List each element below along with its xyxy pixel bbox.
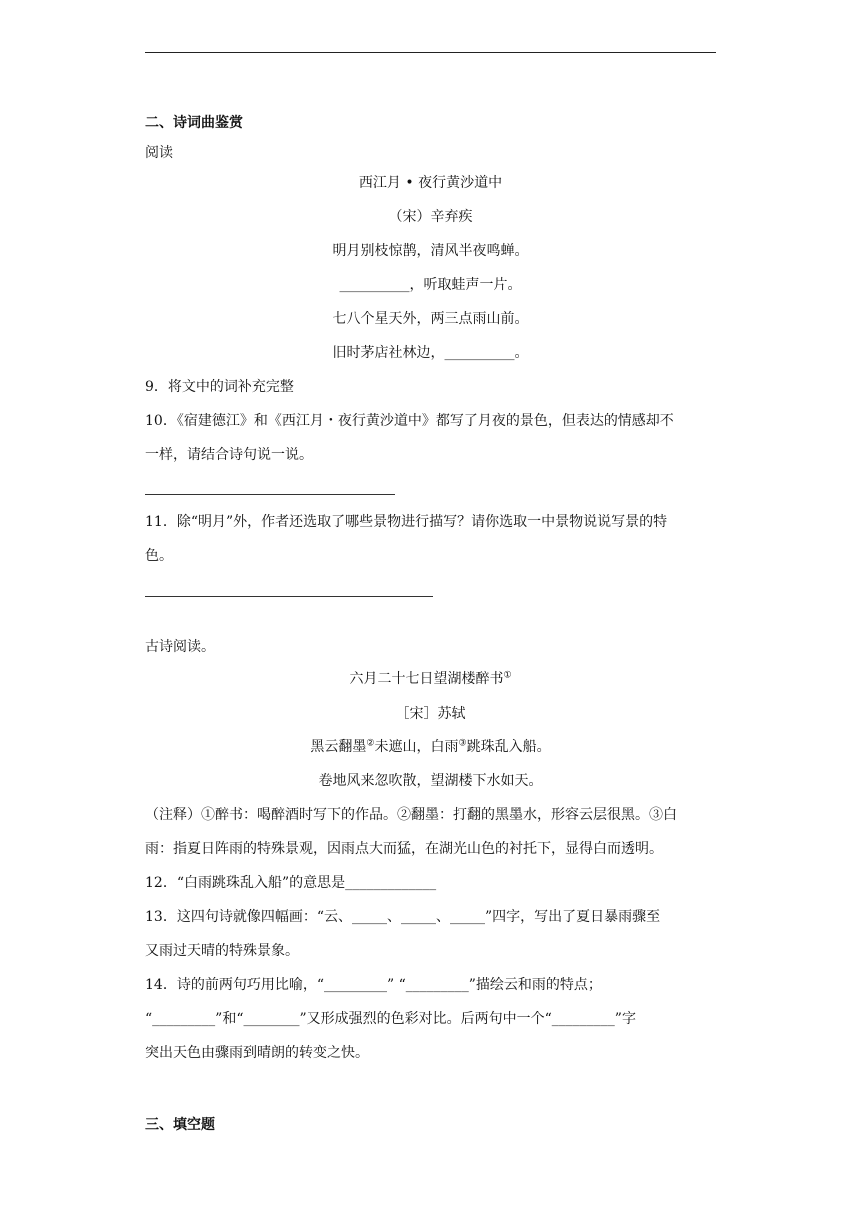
question-14-line-3: 突出天色由骤雨到晴朗的转变之快。 bbox=[145, 1045, 369, 1061]
question-13-line-2: 又雨过天晴的特殊景象。 bbox=[145, 943, 299, 959]
poem2-line-2: 卷地风来忽吹散，望湖楼下水如天。 bbox=[318, 773, 543, 789]
poem1-line-4: 旧时茅店社林边，__________。 bbox=[332, 345, 529, 361]
poem2-title: 六月二十七日望湖楼醉书① bbox=[349, 670, 512, 687]
section-heading-poetry: 二、诗词曲鉴赏 bbox=[145, 115, 243, 131]
poem1-title: 西江月 • 夜行黄沙道中 bbox=[358, 175, 503, 191]
poem1-line-2: __________，听取蛙声一片。 bbox=[339, 277, 522, 293]
poem2-intro: 古诗阅读。 bbox=[145, 639, 215, 655]
read-label: 阅读 bbox=[145, 145, 173, 161]
question-10-line-2: 一样，请结合诗句说一说。 bbox=[145, 447, 313, 463]
question-14-line-2: “_________”和“________”又形成强烈的色彩对比。后两句中一个“_________”字 bbox=[145, 1011, 636, 1027]
notes-line-1: （注释）①醉书：喝醉酒时写下的作品。②翻墨：打翻的黑墨水，形容云层很黑。③白 bbox=[145, 807, 677, 823]
question-12: 12．“白雨跳珠乱入船”的意思是_____________ bbox=[145, 875, 437, 891]
answer-line-11[interactable] bbox=[145, 596, 433, 597]
question-10-line-1: 10．《宿建德江》和《西江月・夜行黄沙道中》都写了月夜的景色，但表达的情感却不 bbox=[145, 413, 674, 429]
poem1-author: （宋）辛弃疾 bbox=[388, 209, 473, 225]
poem1-line-1: 明月别枝惊鹊，清风半夜鸣蝉。 bbox=[332, 243, 529, 259]
question-14-line-1: 14．诗的前两句巧用比喻，“_________” “_________”描绘云和雨的特点； bbox=[145, 977, 602, 993]
poem2-author: ［宋］苏轼 bbox=[395, 706, 466, 722]
question-13-line-1: 13．这四句诗就像四幅画：“云、_____、_____、_____”四字，写出了夏日暴雨骤至 bbox=[145, 909, 661, 925]
poem1-line-3: 七八个星天外，两三点雨山前。 bbox=[332, 311, 529, 327]
section-heading-fill-blank: 三、填空题 bbox=[145, 1117, 215, 1133]
question-11-line-2: 色。 bbox=[145, 548, 173, 564]
notes-line-2: 雨：指夏日阵雨的特殊景观，因雨点大而猛，在湖光山色的衬托下，显得白而透明。 bbox=[145, 841, 663, 857]
header-rule bbox=[145, 52, 716, 53]
question-11-line-1: 11．除“明月”外，作者还选取了哪些景物进行描写？请你选取一中景物说说写景的特 bbox=[145, 514, 668, 530]
footnote-marker: ① bbox=[503, 670, 512, 681]
poem2-line-1: 黑云翻墨②未遮山，白雨③跳珠乱入船。 bbox=[310, 738, 551, 755]
answer-line-10[interactable] bbox=[145, 494, 395, 495]
question-9: 9．将文中的词补充完整 bbox=[145, 379, 294, 395]
